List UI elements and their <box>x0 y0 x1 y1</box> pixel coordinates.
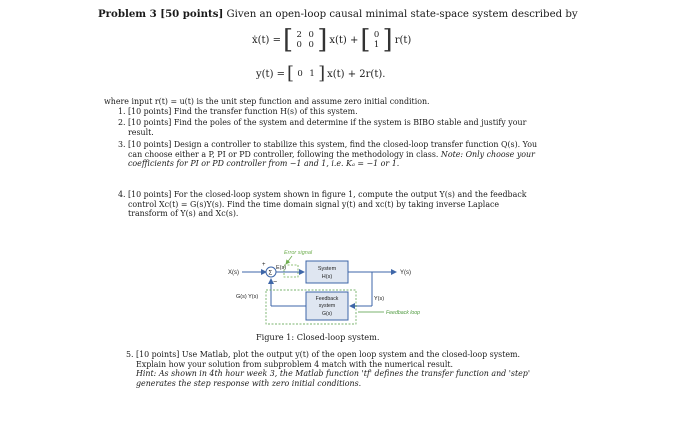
state-rhs: r(t) <box>394 34 412 46</box>
subproblem-number: 3. <box>118 140 126 149</box>
subproblem-number: 4. <box>118 190 126 199</box>
subproblem-3 <box>118 140 540 169</box>
input-label: X(s) <box>228 270 239 276</box>
error-label: E(s) <box>276 265 287 271</box>
matrix-a-cell: 2 <box>296 30 302 40</box>
subproblem-1 <box>118 107 548 117</box>
subproblem-text: [10 points] Find the poles of the system and determine if the system is BIBO stable and justify your result. <box>128 118 527 137</box>
matrix-a: [ 2 0 0 0 ] <box>283 25 328 55</box>
system-tf-label: H(s) <box>321 274 333 280</box>
state-lhs: ẋ(t) = <box>252 34 282 46</box>
matrix-c-cell: 1 <box>309 69 315 79</box>
output-lhs: y(t) = <box>256 68 286 80</box>
matrix-c: [ 0 1 ] <box>287 63 326 84</box>
matrix-a-cell: 0 <box>308 30 314 40</box>
subproblem-5 <box>126 350 540 388</box>
subproblem-text: [10 points] Find the transfer function H(s) of this system. <box>128 107 358 116</box>
matrix-c-cell: 0 <box>297 69 303 79</box>
error-signal-label: Error signal <box>284 250 313 256</box>
feedback-label-3: G(s) <box>321 311 333 317</box>
output-equation <box>256 64 385 84</box>
error-dashed-box <box>284 265 298 277</box>
feedback-signal-label: G(s) Y(s) <box>236 294 259 300</box>
subproblem-number: 1. <box>118 107 126 116</box>
error-signal-arrow <box>286 256 292 264</box>
matrix-a-cell: 0 <box>308 40 314 50</box>
figure-caption: Figure 1: Closed-loop system. <box>256 332 380 342</box>
problem-intro: Given an open-loop causal minimal state-space system described by <box>226 9 578 20</box>
plus-sign: + <box>262 262 266 268</box>
svg-text:Σ: Σ <box>268 270 273 277</box>
subproblem-note: Note: Only choose your coefficients for PI or PD controller from −1 and 1, i.e. Kₐ = −1 or 1. <box>128 149 535 169</box>
subproblem-hint: Hint: As shown in 4th hour week 3, the Matlab function 'tf' defines the transfer function and 'step' generates the step response with zero initial conditions. <box>136 369 531 388</box>
output-label: Y(s) <box>400 270 411 276</box>
subproblem-text: [10 points] Design a controller to stabilize this system, find the closed-loop transfer function Q(s). You can choose either a P, PI or PD controller, following the methodology in class. <box>128 140 538 159</box>
problem-label: Problem 3 [50 points] <box>98 8 224 20</box>
problem-heading <box>98 8 578 20</box>
subproblem-text: [10 points] For the closed-loop system shown in figure 1, compute the output Y(s) and the feedback control Xc(t) = G(s)Y(s). Find the time domain signal y(t) and xc(t) by taking inverse Laplace transform of Y(s) and Xc(s). <box>128 190 527 219</box>
intro-text: where input r(t) = u(t) is the unit step function and assume zero initial condition. <box>104 97 430 106</box>
matrix-b: [ 0 1 ] <box>360 25 393 55</box>
minus-sign: − <box>273 279 278 286</box>
feedback-output-label: Y(s) <box>374 296 385 302</box>
closed-loop-diagram <box>226 246 436 330</box>
state-mid: x(t) + <box>329 34 359 46</box>
subproblem-number: 5. <box>126 350 134 359</box>
feedback-loop-label: Feedback loop <box>386 310 421 316</box>
feedback-label-2: system <box>318 303 336 309</box>
subproblem-2 <box>118 118 540 137</box>
state-equation <box>252 25 412 55</box>
feedback-label-1: Feedback <box>315 296 339 302</box>
subproblem-text: [10 points] Use Matlab, plot the output y(t) of the open loop system and the closed-loop system. Explain how your solution from subproblem 4 match with the numerical result. <box>136 350 521 369</box>
subproblem-number: 2. <box>118 118 126 127</box>
system-label: System <box>317 266 337 272</box>
output-rhs: x(t) + 2r(t). <box>327 68 386 80</box>
matrix-b-cell: 1 <box>373 40 380 50</box>
subproblem-4 <box>118 190 540 219</box>
matrix-a-cell: 0 <box>296 40 302 50</box>
matrix-b-cell: 0 <box>373 30 380 40</box>
